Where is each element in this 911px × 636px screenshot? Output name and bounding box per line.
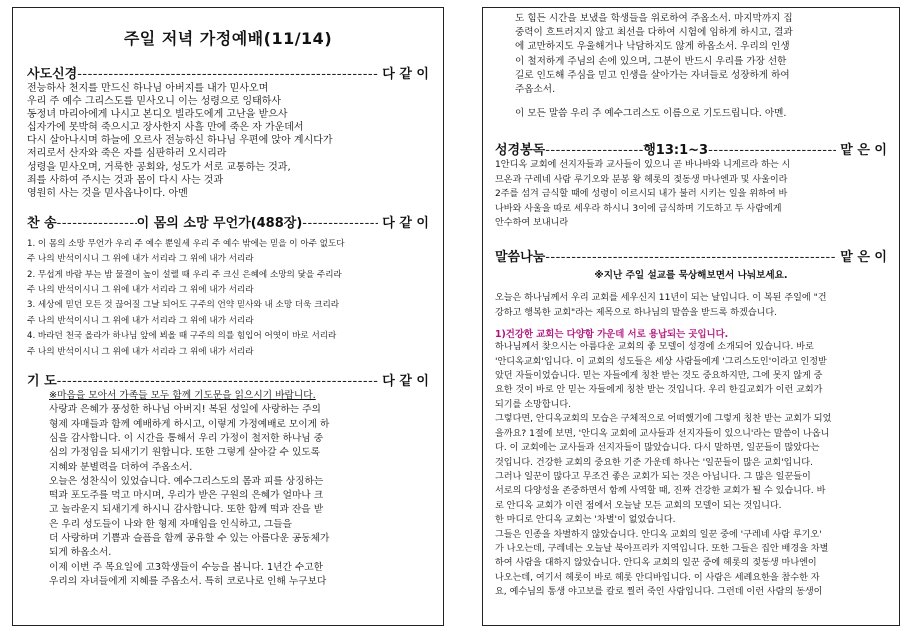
sermon-body <box>495 340 887 599</box>
hymn-line: 2. 무섭게 바람 부는 밤 물결이 높이 설렐 때 우리 주 크신 은혜에 소망의 닻을 주리라 <box>27 269 342 280</box>
sermon-line: 요, 예수님의 통생 야고보를 칼로 찔러 죽인 사람입니다. 그런데 이런 사람의 동생이 <box>495 587 823 598</box>
prayer-line: 주옵소서. <box>515 84 556 96</box>
hymn-title: 이 몸의 소망 무언가(488장) <box>136 215 303 231</box>
scripture-text <box>495 158 887 230</box>
sermon-line: 가 나오는데, 구레네는 오늘날 북아프리카 지역입니다. 또한 그들은 집안 배경을 차별 <box>495 543 829 554</box>
scripture-line: 안수하여 보내니라 <box>495 218 569 229</box>
divider <box>545 143 643 158</box>
creed-line: 다시 살아나시며 하늘에 오르사 전능하신 하나님 우편에 앉아 계시다가 <box>27 135 333 147</box>
prayer-line: 심의 가정임을 되새기기 원합니다. 또한 그렇게 살아갈 수 있도록 <box>49 447 321 459</box>
sermon-line: 하여 사람을 대하지 않았습니다. 안디옥 교회의 일꾼 중에 헤롯의 젖동생 마나엔이 <box>495 558 817 569</box>
divider <box>57 374 379 389</box>
prayer-line: 우리의 자녀들에게 지혜를 주옵소서. 특히 코로나로 인해 누구보다 <box>49 575 327 587</box>
creed-line: 죄를 사하여 주시는 것과 몸이 다시 사는 것과 <box>27 174 224 186</box>
creed-line: 우리 주 예수 그리스도를 믿사오니 이는 성령으로 잉태하사 <box>27 96 282 108</box>
prayer-text <box>27 389 429 589</box>
sermon-line: 것입니다. 건강한 교회의 중요한 기준 가운데 하나는 '일꾼들이 많은 교회'입니다. <box>495 457 813 468</box>
creed-line: 전능하사 천지를 만드신 하나님 아버지를 내가 믿사오며 <box>27 83 269 94</box>
sermon-line: '안디옥교회'입니다. 이 교회의 성도들은 세상 사람들에게 '그리스도인'이라고 인정받 <box>495 356 827 367</box>
prayer-line: 되게 하옵소서. <box>49 547 112 559</box>
prayer-continued <box>495 12 887 97</box>
reading-header <box>495 139 887 158</box>
hymn-label: 찬 송 <box>27 215 57 231</box>
closing-line: 이 모든 말씀 우리 주 예수그리스도 이름으로 기도드립니다. 아멘. <box>515 108 787 120</box>
sermon-line: 다. 이 교회에는 교사들과 선지자들이 많았습니다. 다시 말하면, 일꾼들이 많았다는 <box>495 443 820 454</box>
sermon-header <box>495 246 887 265</box>
prayer-line: 더 사랑하며 기쁨과 슬픔을 함께 공유할 수 있는 아름다운 공동체가 <box>49 533 330 545</box>
prayer-line: 길로 인도해 주심을 믿고 인생을 살아가는 자녀들로 성장하게 하여 <box>515 69 790 81</box>
scripture-line: 므온과 구레네 사람 루기오와 분봉 왕 헤롯의 젖동생 마나엔과 및 사울이라 <box>495 174 788 185</box>
prayer-closing <box>495 107 887 121</box>
sermon-line: 요한 것이 바로 안 믿는 자들에게 칭찬 받는 것입니다. 우리 한길교회가 이런 교회가 <box>495 385 823 396</box>
prayer-line: 고 놀라운지 되새기게 하시니 감사합니다. 또한 함께 떡과 잔을 받 <box>49 504 324 516</box>
prayer-line: 지혜와 분별력을 더하여 주옵소서. <box>49 461 193 473</box>
sermon-line: 되기를 소망합니다. <box>495 399 572 410</box>
prayer-line: 떡과 포도주를 먹고 마시며, 우리가 받은 구원의 은혜가 얼마나 크 <box>49 490 324 502</box>
divider <box>545 250 836 265</box>
creed-line: 영원히 사는 것을 믿사옵나이다. 아멘 <box>27 187 188 199</box>
prayer-line: 중력이 흐트러지지 않고 최선을 다하여 시험에 임하게 하시고, 결과 <box>515 27 793 39</box>
prayer-line: 오늘은 성찬식이 있었습니다. 예수그리스도의 몸과 피를 상징하는 <box>49 475 324 487</box>
sermon-role: 맡 은 이 <box>840 250 887 266</box>
sermon-line: 그들은 인종을 차별하지 않았습니다. 안디옥 교회의 일꾼 중에 '구레네 사람 루기오' <box>495 529 822 540</box>
prayer-line: 에 교만하지도 우울해거나 낙담하지도 않게 하옵소서. 우리의 인생 <box>515 41 790 53</box>
sermon-subtitle: ※지난 주일 설교를 묵상해보면서 나눠보세요. <box>594 270 788 282</box>
prayer-role: 다 같 이 <box>382 374 429 390</box>
hymn-role: 다 같 이 <box>382 215 429 231</box>
prayer-header <box>27 370 429 389</box>
divider <box>77 67 378 82</box>
prayer-line: 은 우리 성도들이 나와 한 형제 자매임을 인식하고, 그들을 <box>49 518 292 530</box>
hymn-line: 3. 세상에 믿던 모든 것 끊어질 그날 되어도 구주의 언약 믿사와 내 소망 더욱 크리라 <box>27 300 340 311</box>
sermon-line: 하나님께서 찾으시는 아름다운 교회의 좋 모델이 성경에 소개되어 있습니다. 바로 <box>495 342 814 353</box>
sermon-line: 서로의 다양성을 존중하면서 함께 사역할 때, 진짜 건강한 교회가 될 수 있습니다. 바 <box>495 486 826 497</box>
sermon-line: 았던 자들이었습니다. 믿는 자들에게 칭찬 받는 것도 중요하지만, 그에 못지 않게 중 <box>495 371 823 382</box>
sermon-line: 한 마디로 안디옥 교회는 '차별'이 없었습니다. <box>495 515 676 526</box>
scripture-line: 나바와 사울을 따로 세우라 하시니 3이에 금식하며 기도하고 두 사람에게 <box>495 203 782 214</box>
hymn-line: 주 나의 반석이시니 그 위에 내가 서리라 그 위에 내가 서리라 <box>27 285 254 296</box>
prayer-line: 사랑과 은혜가 풍성한 하나님 아버지! 복된 성일에 사랑하는 주의 <box>49 404 321 416</box>
prayer-label: 기 도 <box>27 374 57 390</box>
creed-header <box>27 63 429 82</box>
creed-line: 십자가에 못박혀 죽으시고 장사한지 사흘 만에 죽은 자 가운데서 <box>27 122 304 134</box>
scripture-line: 1안디옥 교회에 선지자들과 교사들이 있으니 곧 바나바와 니게르라 하는 시 <box>495 160 791 171</box>
hymn-line: 주 나의 반석이시니 그 위에 내가 서리라 그 위에 내가 서리라 <box>27 254 254 265</box>
creed-label: 사도신경 <box>27 67 78 82</box>
hymn-line: 1. 이 몸의 소망 무언가 우리 주 예수 뿐일세 우리 주 예수 밖에는 믿을 이 아주 없도다 <box>27 238 345 249</box>
sermon-line: 그렇다면, 안디옥교회의 모습은 구체적으로 어떠했기에 그렇게 칭찬 받는 교회가 되었 <box>495 414 832 425</box>
hymn-line: 주 나의 반석이시니 그 위에 내가 서리라 그 위에 내가 서리라 <box>27 315 254 326</box>
hymn-header <box>27 212 429 231</box>
prayer-line: 이제 이번 주 목요일에 고3학생들이 수능을 봅니다. 1년간 수고한 <box>49 561 323 573</box>
creed-text <box>27 82 429 200</box>
sermon-line: 나오는데, 여기서 헤롯이 바로 헤롯 안디바입니다. 이 사람은 세례요한을 참수한 자 <box>495 572 820 583</box>
creed-line: 동정녀 마리아에게 나시고 본디오 빌라도에게 고난을 받으사 <box>27 109 288 121</box>
hymn-line: 주 나의 반석이시니 그 위에 내가 서리라 그 위에 내가 서리라 <box>27 346 254 357</box>
sermon-point: 1)건강한 교회는 다양함 가운데 서로 용납되는 곳입니다. <box>495 329 729 341</box>
left-page <box>12 7 444 626</box>
hymn-lyrics <box>27 237 429 360</box>
prayer-line: 심을 감사합니다. 이 시간을 통해서 우리 가정이 철저한 하나님 중 <box>49 432 324 444</box>
sermon-line: 로 안디옥 교회가 이런 점에서 오늘날 모든 교회의 모델이 되는 것입니다. <box>495 500 782 511</box>
sermon-line: 강하고 행복한 교회"라는 제목으로 하나님의 말씀을 받드록 하겠습니다. <box>495 307 778 318</box>
reading-label: 성경봉독 <box>495 143 546 159</box>
page-title: 주일 저녁 가정예배(11/14) <box>123 29 333 48</box>
divider <box>302 216 378 231</box>
sermon-label: 말씀나눔 <box>495 250 546 266</box>
sermon-line: 을까요? 1절에 보면, '안디옥 교회에 교사들과 선지자들이 있으니'라는 말씀이 나옵니 <box>495 428 830 439</box>
creed-line: 저리로서 산자와 죽은 자를 심판하러 오시리라 <box>27 148 227 160</box>
scripture-line: 2주를 섬겨 금식할 때에 성령이 이르시되 내가 불러 시키는 일을 위하여 바 <box>495 189 788 200</box>
reading-role: 맡 은 이 <box>840 143 887 159</box>
right-page <box>482 7 900 626</box>
prayer-note: ※마음을 모아서 가족들 모두 함께 기도문을 읽으시기 바랍니다. <box>49 390 316 402</box>
hymn-line: 4. 바라던 천국 올라가 하나님 앞에 뵈올 때 구주의 의를 힘입어 어엿이 바로 서리라 <box>27 331 337 342</box>
divider <box>57 216 137 231</box>
sermon-line: 그러나 일꾼이 많다고 무조건 좋은 교회가 되는 것은 아닙니다. 그 많은 일꾼들이 <box>495 471 811 482</box>
divider <box>708 143 836 158</box>
prayer-line: 이 철저하게 주님의 손에 있으며, 그분이 반드시 우리를 가장 선한 <box>515 55 787 67</box>
prayer-line: 도 힘든 시간을 보냈을 학생들을 위로하여 주옵소서. 마지막까지 집 <box>515 13 793 24</box>
sermon-intro <box>495 291 887 320</box>
reading-ref: 행13:1~3 <box>643 143 709 159</box>
creed-role: 다 같 이 <box>382 67 429 82</box>
sermon-line: 오늘은 하나님께서 우리 교회를 세우신지 11년이 되는 날입니다. 이 복된 주일에 "건 <box>495 293 827 304</box>
creed-line: 성령을 믿사오며, 거룩한 공회와, 성도가 서로 교통하는 것과, <box>27 161 291 173</box>
prayer-line: 형제 자매들과 함께 예배하게 하시고, 이렇게 가정예배로 모이게 하 <box>49 418 330 430</box>
